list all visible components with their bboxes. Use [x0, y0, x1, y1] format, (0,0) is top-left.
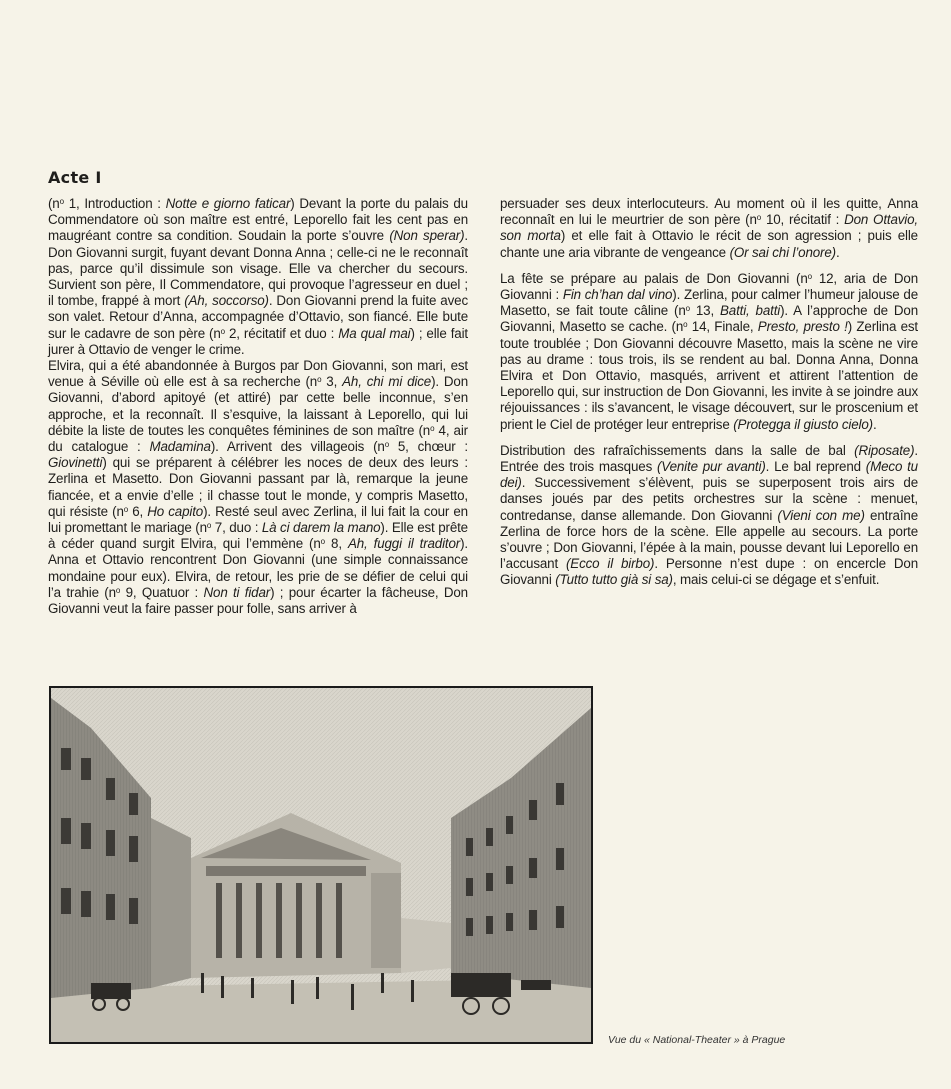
text-run: . Don Giovanni prend la fuite avec son valet. Retour d’Anna, accompagnée d’Ottavio, son fiancé. Elle bute sur le cadavre de son père (n — [48, 293, 468, 341]
text-run: 3, — [321, 374, 343, 390]
text-run: ) Zerlina est toute troublée ; Don Giovanni découvre Masetto, mais la scène ne vire pas au drame : tous trois, ils se rendent au bal. Donna Anna, Donna Elvira et Don Ottavio, masqués, arrivent et attirent l’attention de Leporello qui, sur instruction de Don Giovanni, les invite à se joindre aux réjouissances : ils s’avancent, le visage découvert, sur le proscenium et prient le Ciel de protéger leur entreprise — [500, 319, 918, 432]
text-run: ) ; pour écarter la fâcheuse, Don Giovanni veut la faire passer pour folle, sans arriver à — [48, 584, 468, 617]
aria-title: Ma qual mai — [338, 325, 411, 341]
aria-title: Madamina — [149, 439, 211, 455]
text-run: 10, récitatif : — [761, 212, 845, 228]
aria-title: Non ti fidar — [203, 584, 271, 600]
aria-title: Ho capito — [147, 503, 204, 519]
aria-title: Fin ch’han dal vino — [562, 287, 673, 303]
superscript: o — [220, 326, 225, 336]
text-run: ). Anna et Ottavio rencontrent Don Giovanni (une simple connaissance mondaine pour eux). Elvira, de retour, les prie de se défier de celui qui l’a trahie (n — [48, 536, 468, 600]
aria-title: Là ci darem la mano — [261, 520, 381, 536]
superscript: o — [317, 375, 322, 385]
aria-title: Presto, presto ! — [757, 319, 848, 335]
aria-title: (Venite pur avanti) — [656, 459, 766, 475]
aria-title: Notte e giorno faticar — [165, 196, 291, 211]
text-run: 2, récitatif et duo : — [224, 325, 339, 341]
aria-title: (Riposate) — [854, 442, 915, 458]
text-run: entraîne Zerlina de force hors de la scène. Elle appelle au secours. La porte s’ouvre ; Don Giovanni, l’épée à la main, pousse devant lui Leporello en l’accusant — [500, 507, 918, 572]
aria-title: (Or sai chi l’onore) — [729, 244, 836, 260]
text-run: ) qui se préparent à célébrer les noces de deux des leurs : Zerlina et Masetto. Don Giovanni passant par là, remarque la jeune fiancée, et a envie d’elle ; il chasse tout le monde, y compris Masetto, qui résiste (n — [48, 455, 468, 519]
synopsis-paragraph — [48, 196, 468, 617]
prague-street-engraving — [51, 688, 591, 1042]
text-run: , mais celui-ci se dégage et s’enfuit. — [672, 572, 880, 588]
text-run: . Entrée des trois masques — [500, 442, 918, 475]
text-run: 14, Finale, — [687, 319, 758, 335]
text-run: 8, — [324, 536, 348, 552]
synopsis-paragraph — [500, 271, 918, 433]
superscript: o — [320, 537, 325, 547]
superscript: o — [430, 423, 435, 433]
superscript: o — [756, 213, 762, 223]
text-run: ) et elle fait à Ottavio le récit de son agression ; puis elle chante une aria vibrante de vengeance — [500, 228, 918, 260]
text-run: La fête se prépare au palais de Don Giovanni (n — [500, 270, 808, 286]
text-run: ) ; elle fait jurer à Ottavio de venger le crime. — [48, 325, 468, 357]
text-run: 9, Quatuor : — [120, 584, 204, 600]
text-run: 6, — [128, 503, 148, 519]
superscript: o — [807, 271, 812, 281]
text-run: ). Elle est prête à céder quand surgit Elvira, qui l’emmène (n — [48, 520, 468, 552]
aria-title: (Vieni con me) — [777, 507, 865, 523]
text-run: 4, air du catalogue : — [48, 422, 468, 455]
text-run: ) Devant la porte du palais du Commendatore où son maître est entré, Leporello fait les cent pas en maugréant contre sa condition. Soudain la porte s’ouvre — [48, 196, 468, 244]
aria-title: (Tutto tutto già si sa) — [555, 572, 673, 588]
text-run: 12, aria de Don Giovanni : — [500, 270, 919, 303]
text-run: 13, — [689, 303, 720, 319]
text-run: persuader ses deux interlocuteurs. Au moment où il les quitte, Anna reconnaît en lui le meurtrier de son père (n — [500, 196, 918, 228]
text-run: ). Zerlina, pour calmer l’humeur jalouse de Masetto, se fait toute câline (n — [500, 287, 918, 319]
superscript: o — [115, 585, 121, 595]
engraving-illustration — [49, 686, 593, 1044]
text-run: ). Resté seul avec Zerlina, il lui fait la cour en lui promettant le mariage (n — [48, 503, 468, 536]
text-run: (n — [48, 196, 60, 211]
text-run: . — [835, 244, 840, 260]
aria-title: (Non sperar) — [389, 228, 465, 244]
aria-title: Ah, chi mi dice — [342, 374, 432, 390]
superscript: o — [683, 320, 688, 330]
text-run: . Successivement s’élèvent, puis se superposent trois airs de danses joués par des petits orchestres sur la scène : menuet, contredanse, danse allemande. Don Giovanni — [500, 475, 918, 523]
figure-caption: Vue du « National-Theater » à Prague — [608, 1034, 786, 1046]
text-column-left — [48, 196, 468, 617]
text-run: . Le bal reprend — [765, 459, 866, 475]
text-run: 7, duo : — [211, 520, 262, 536]
text-run: 1, Introduction : — [63, 196, 166, 211]
superscript: o — [685, 304, 690, 314]
aria-title: Giovinetti — [48, 455, 103, 471]
aria-title: Don Ottavio, son morta — [500, 212, 918, 244]
text-run: . Personne n’est dupe : on encercle Don Giovanni — [500, 556, 918, 588]
superscript: o — [123, 504, 129, 514]
aria-title: Batti, batti — [719, 303, 781, 319]
aria-title: (Protegga il giusto cielo) — [733, 416, 873, 432]
text-run: Elvira, qui a été abandonnée à Burgos par Don Giovanni, son mari, est venue à Séville où elle est à sa recherche (n — [48, 358, 468, 390]
aria-title: (Meco tu dei) — [500, 459, 918, 491]
aria-title: (Ecco il birbo) — [565, 556, 655, 572]
text-column-right — [500, 196, 918, 599]
text-run: . Don Giovanni surgit, fuyant devant Donna Anna ; celle-ci ne le reconnaît pas, parce qu’il dissimule son visage. Elle va chercher du secours. Survient son père, Il Commendatore, qui provoque l’agresseur en duel ; il tombe, frappé à mort — [48, 228, 468, 309]
superscript: o — [384, 440, 390, 450]
superscript: o — [206, 521, 212, 531]
text-run: 5, chœur : — [389, 439, 468, 455]
text-run: . — [872, 416, 877, 432]
aria-title: Ah, fuggi il traditor — [347, 536, 461, 552]
text-run: ). A l’approche de Don Giovanni, Masetto se cache. (n — [500, 303, 918, 335]
section-heading: Acte I — [48, 168, 102, 187]
aria-title: (Ah, soccorso) — [184, 293, 269, 309]
text-run: ). Don Giovanni, d’abord apitoyé (et attiré) par cette belle inconnue, s’en approche, et la reconnaît. Il s’esquive, la laissant à Leporello, qui lui débite la liste de toutes les conquêtes féminines de son maître (n — [48, 374, 468, 438]
text-run: Distribution des rafraîchissements dans la salle de bal — [500, 442, 855, 458]
synopsis-paragraph — [500, 443, 918, 589]
superscript: o — [59, 197, 64, 206]
text-run: ). Arrivent des villageois (n — [210, 439, 385, 455]
synopsis-paragraph — [500, 196, 918, 261]
